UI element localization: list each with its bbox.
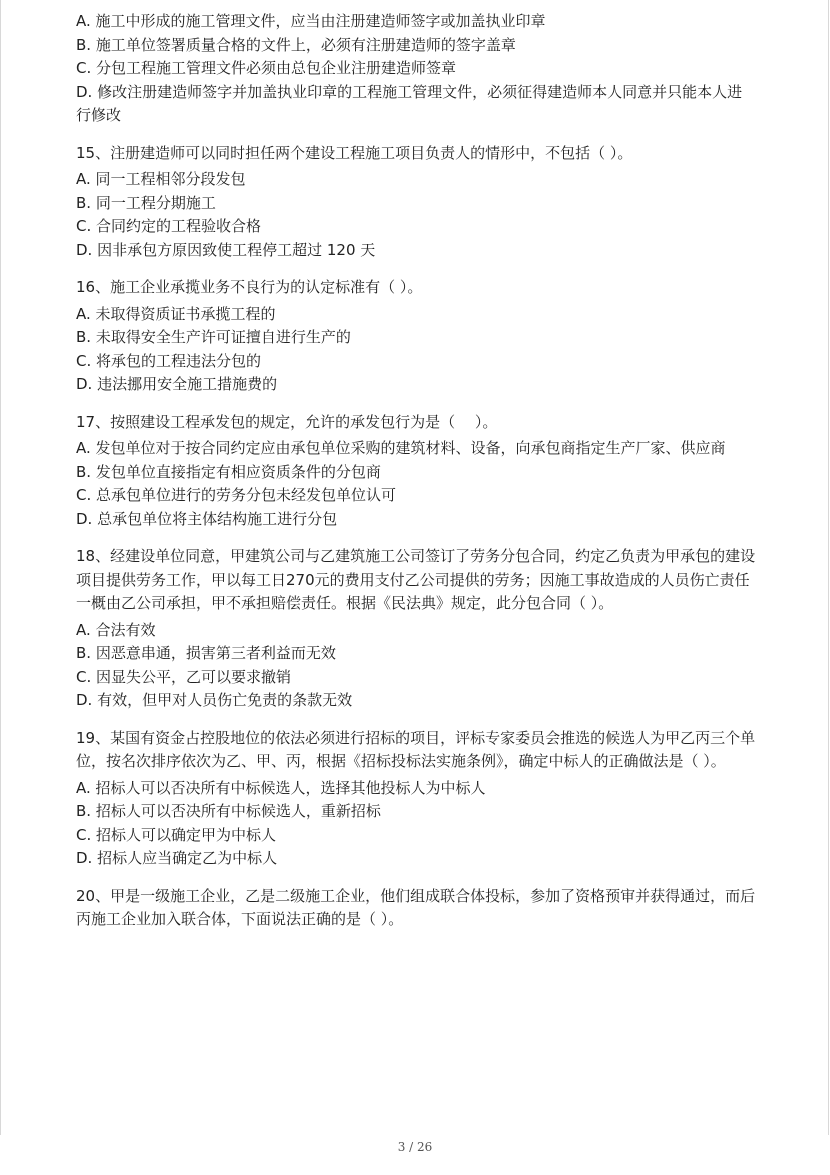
option-label: D. (76, 509, 93, 528)
option-text: 修改注册建造师签字并加盖执业印章的工程施工管理文件，必须征得建造师本人同意并只能本人进行修改 (76, 82, 743, 124)
option-text: 合法有效 (95, 620, 156, 639)
option-text: 合同约定的工程验收合格 (96, 217, 262, 235)
option-label: A. (76, 170, 91, 188)
option-label: B. (76, 328, 92, 346)
option-label: D. (76, 375, 93, 393)
option-d (76, 689, 756, 713)
option-b (76, 800, 756, 824)
option-label: A. (76, 439, 91, 457)
option-text: 招标人可以否决所有中标候选人，重新招标 (95, 802, 381, 820)
option-label: D. (76, 82, 93, 101)
question-19 (76, 727, 756, 871)
question-14-continued (76, 10, 756, 128)
option-text: 施工中形成的施工管理文件，应当由注册建造师签字或加盖执业印章 (95, 12, 546, 30)
option-label: D. (76, 849, 93, 867)
option-b (76, 326, 756, 350)
option-c (76, 824, 756, 848)
question-20 (76, 885, 756, 932)
option-label: C. (76, 59, 92, 77)
page-indicator: 3 / 26 (397, 1140, 433, 1154)
option-label: A. (76, 620, 91, 639)
question-text: 甲是一级施工企业，乙是二级施工企业，他们组成联合体投标，参加了资格预审并获得通过，而后丙施工企业加入联合体，下面说法正确的是（ ）。 (76, 886, 756, 928)
option-c (76, 215, 756, 239)
question-stem (76, 545, 756, 616)
option-text: 因恶意串通，损害第三者利益而无效 (95, 644, 336, 662)
option-text: 违法挪用安全施工措施费的 (97, 375, 278, 393)
question-text: 某国有资金占控股地位的依法必须进行招标的项目，评标专家委员会推选的候选人为甲乙丙三个单位，按名次排序依次为乙、甲、丙，根据《招标投标法实施条例》，确定中标人的正确做法是（ ）。 (76, 728, 756, 770)
question-text: 按照建设工程承发包的规定，允许的承发包行为是（ ）。 (110, 412, 498, 431)
question-text: 施工企业承揽业务不良行为的认定标准有（ ）。 (110, 278, 423, 296)
option-label: C. (76, 825, 92, 844)
option-label: D. (76, 240, 93, 259)
question-15 (76, 142, 756, 263)
option-c (76, 666, 756, 690)
option-b (76, 461, 756, 485)
question-stem (76, 142, 756, 166)
option-d (76, 373, 756, 397)
option-text: 有效，但甲对人员伤亡免责的条款无效 (97, 691, 353, 709)
option-label: C. (76, 217, 92, 235)
question-stem (76, 885, 756, 932)
question-number: 15、 (76, 143, 111, 162)
option-text: 招标人可以确定甲为中标人 (96, 825, 277, 844)
option-text: 总承包单位将主体结构施工进行分包 (97, 509, 338, 528)
option-text: 未取得安全生产许可证擅自进行生产的 (95, 328, 351, 346)
option-a (76, 168, 756, 192)
option-text: 未取得资质证书承揽工程的 (95, 304, 276, 323)
question-stem (76, 276, 756, 300)
option-c (76, 57, 756, 81)
question-text: 经建设单位同意，甲建筑公司与乙建筑施工公司签订了劳务分包合同，约定乙负责为甲承包的建设项目提供劳务工作，甲以每工日270元的费用支付乙公司提供的劳务；因施工事故造成的人员伤亡责任一概由乙公司承担，甲不承担赔偿责任。根据《民法典》规定，此分包合同（ ）。 (76, 547, 756, 612)
question-17 (76, 411, 756, 532)
question-stem (76, 411, 756, 435)
option-a (76, 303, 756, 327)
option-c (76, 484, 756, 508)
option-text: 招标人可以否决所有中标候选人，选择其他投标人为中标人 (95, 778, 486, 797)
option-d (76, 508, 756, 532)
option-a (76, 10, 756, 34)
option-text: 施工单位签署质量合格的文件上，必须有注册建造师的签字盖章 (95, 35, 516, 54)
question-16 (76, 276, 756, 397)
option-text: 发包单位对于按合同约定应由承包单位采购的建筑材料、设备，向承包商指定生产厂家、供应商 (95, 439, 726, 457)
page-content (76, 10, 756, 946)
option-label: B. (76, 193, 92, 212)
option-a (76, 777, 756, 801)
option-text: 因显失公平，乙可以要求撤销 (96, 667, 292, 686)
option-label: B. (76, 35, 92, 54)
option-text: 发包单位直接指定有相应资质条件的分包商 (95, 462, 381, 481)
option-d (76, 847, 756, 871)
option-label: B. (76, 802, 92, 820)
option-label: A. (76, 778, 91, 797)
option-text: 分包工程施工管理文件必须由总包企业注册建造师签章 (96, 59, 457, 77)
option-a (76, 437, 756, 461)
option-label: C. (76, 351, 92, 370)
option-c (76, 350, 756, 374)
question-18 (76, 545, 756, 713)
question-number: 19、 (76, 728, 111, 747)
option-label: C. (76, 667, 92, 686)
option-a (76, 619, 756, 643)
option-text: 因非承包方原因致使工程停工超过 120 天 (97, 240, 376, 259)
option-b (76, 192, 756, 216)
question-number: 18、 (76, 547, 111, 565)
option-b (76, 34, 756, 58)
option-label: C. (76, 486, 92, 504)
option-d (76, 81, 756, 128)
option-text: 总承包单位进行的劳务分包未经发包单位认可 (96, 486, 397, 504)
option-label: A. (76, 304, 91, 323)
option-text: 将承包的工程违法分包的 (96, 351, 262, 370)
question-text: 注册建造师可以同时担任两个建设工程施工项目负责人的情形中，不包括（ ）。 (110, 143, 633, 162)
option-b (76, 642, 756, 666)
option-label: B. (76, 462, 92, 481)
question-number: 20、 (76, 886, 111, 905)
question-number: 17、 (76, 412, 111, 431)
option-label: B. (76, 644, 92, 662)
option-label: A. (76, 12, 91, 30)
question-number: 16、 (76, 278, 111, 296)
option-text: 同一工程相邻分段发包 (95, 170, 246, 188)
option-text: 招标人应当确定乙为中标人 (97, 849, 278, 867)
option-d (76, 239, 756, 263)
option-text: 同一工程分期施工 (95, 193, 216, 212)
question-stem (76, 727, 756, 774)
option-label: D. (76, 691, 93, 709)
